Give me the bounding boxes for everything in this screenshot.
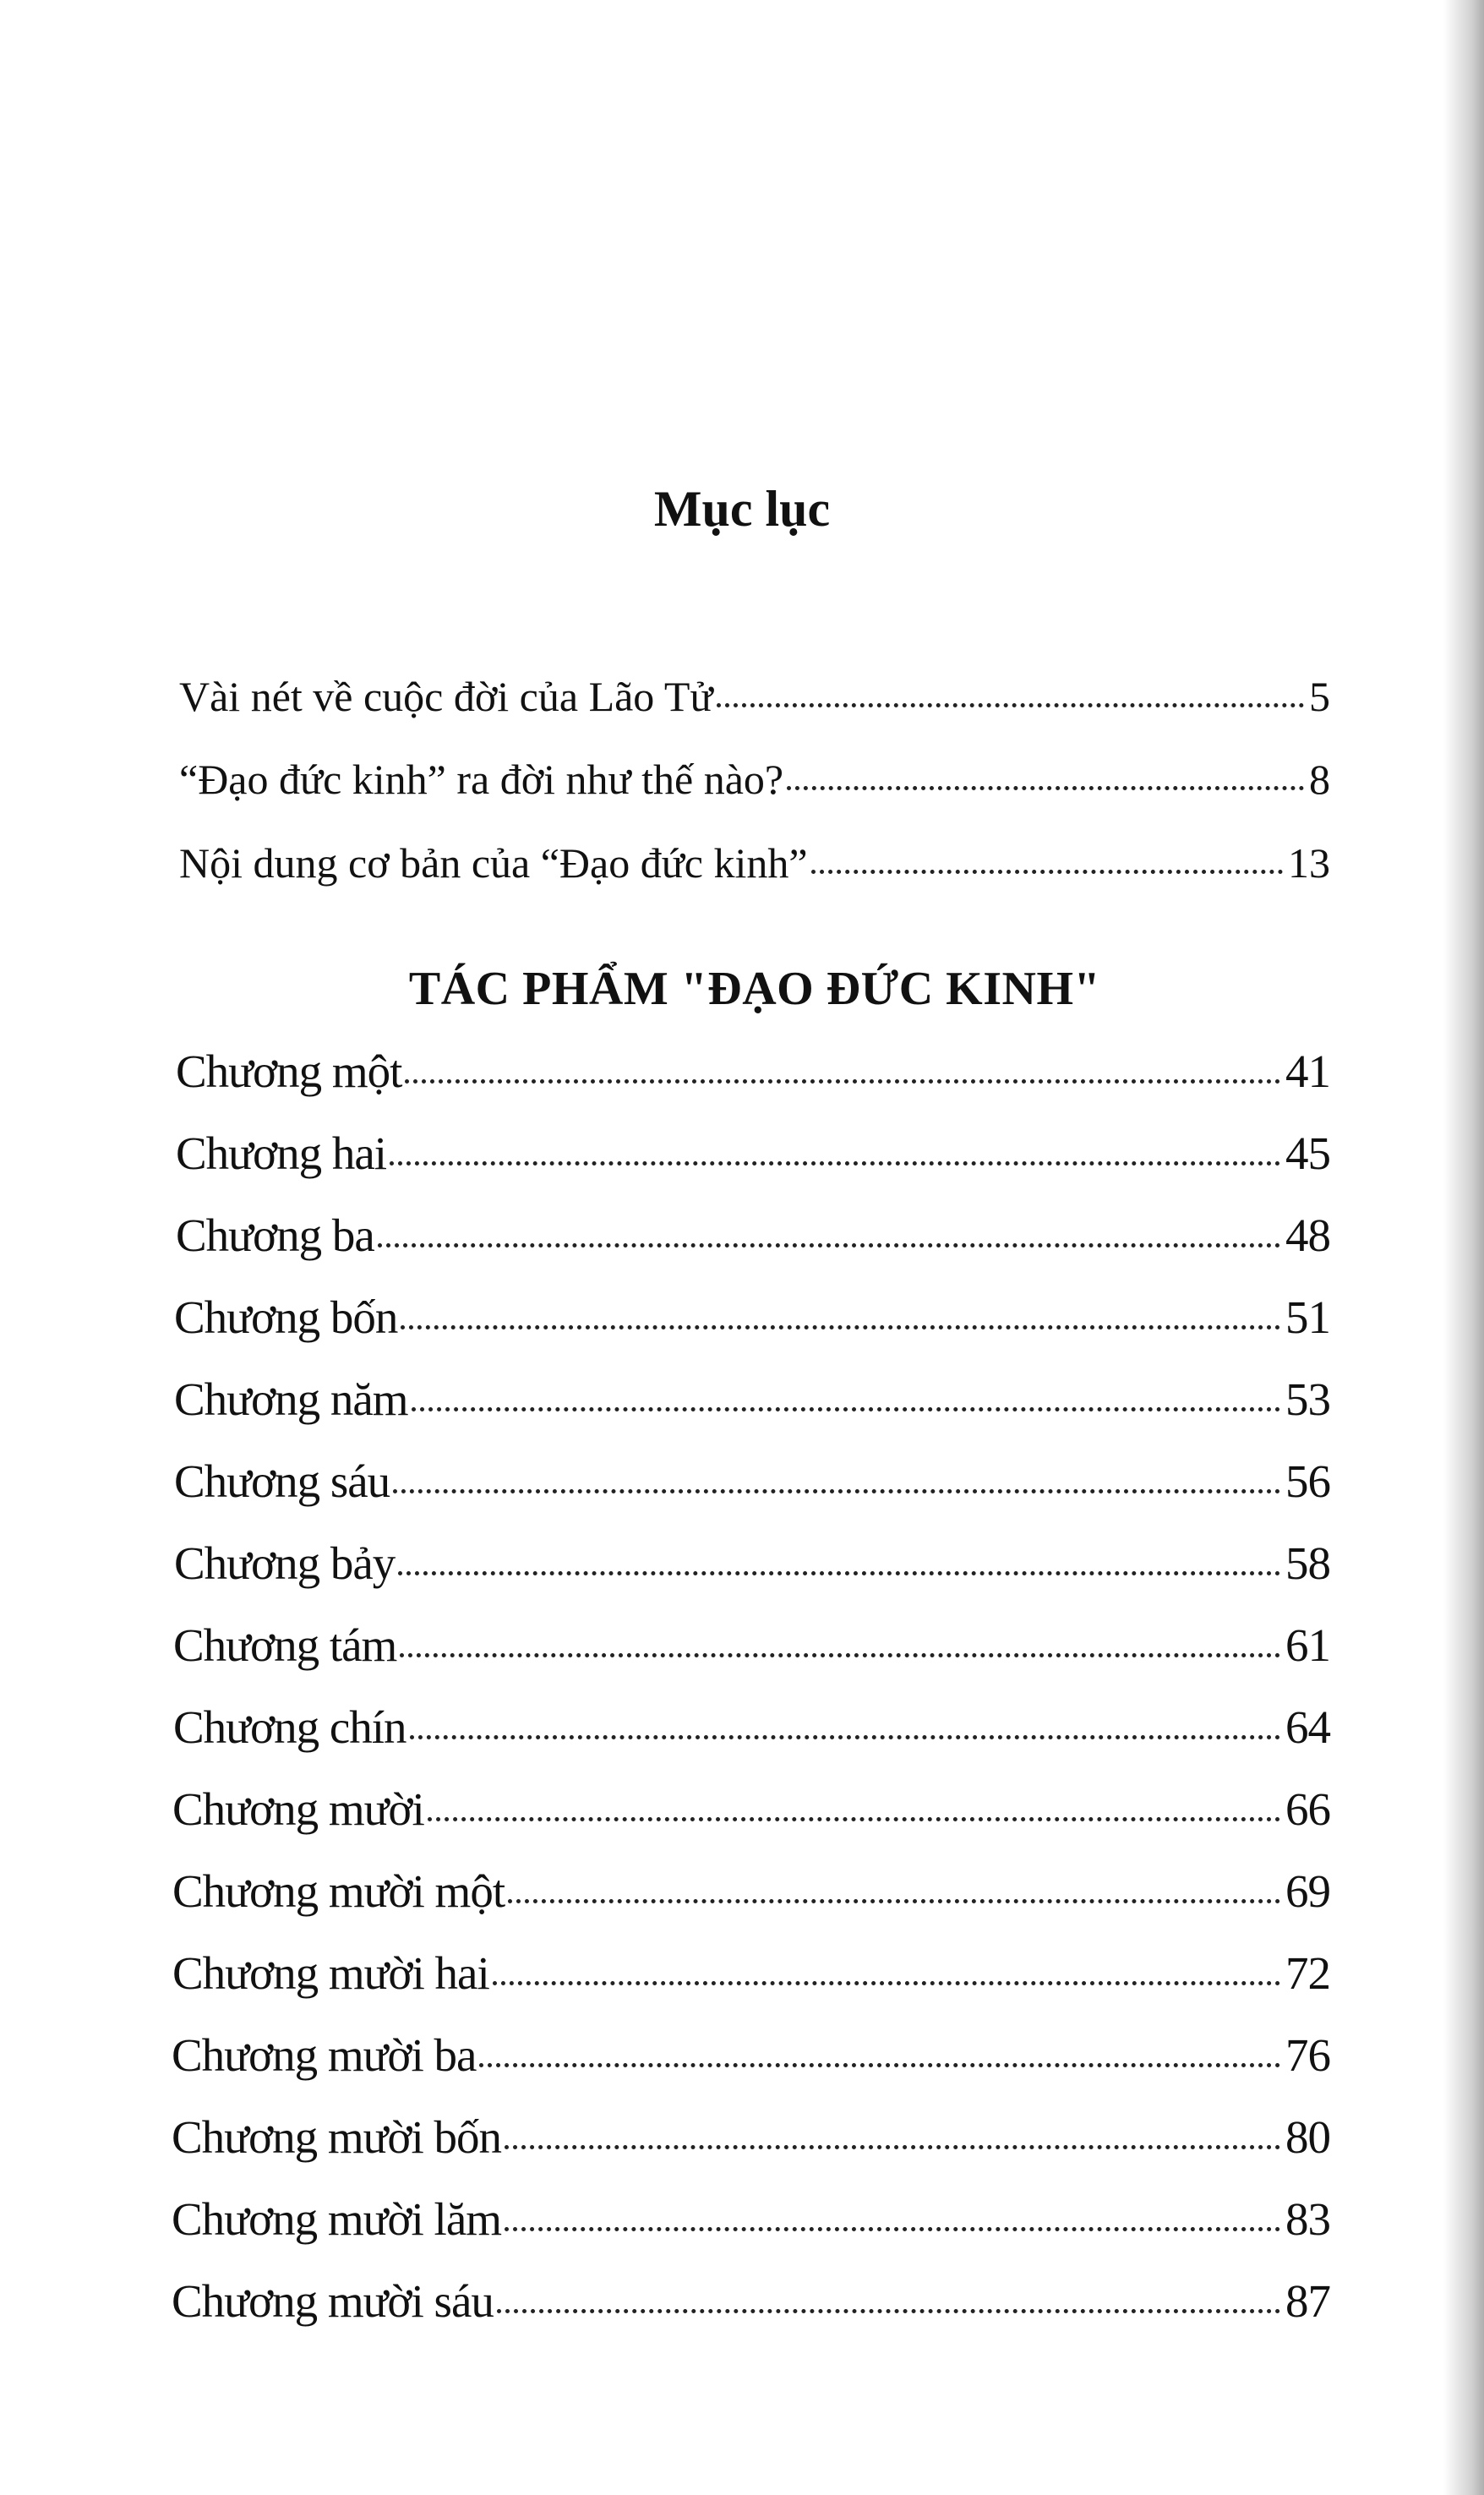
- toc-entry-page: 83: [1285, 2193, 1330, 2245]
- toc-entry-label: “Đạo đức kinh” ra đời như thế nào?: [179, 756, 784, 803]
- toc-entry-label: Nội dung cơ bản của “Đạo đức kinh”: [179, 839, 808, 887]
- toc-entry[interactable]: [179, 672, 1330, 721]
- dot-leader: [508, 1899, 1280, 1903]
- toc-entry-label: Chương năm: [174, 1373, 408, 1425]
- toc-entry[interactable]: [176, 1045, 1330, 1098]
- toc-entry-page: 8: [1309, 756, 1330, 803]
- toc-entry[interactable]: [172, 2274, 1330, 2328]
- dot-leader: [378, 1243, 1280, 1248]
- toc-entry-page: 58: [1285, 1537, 1330, 1589]
- toc-entry-page: 45: [1285, 1127, 1330, 1179]
- dot-leader: [493, 1981, 1280, 1985]
- dot-leader: [412, 1407, 1280, 1411]
- toc-entry-page: 13: [1288, 839, 1330, 887]
- toc-entry-label: Chương mười bốn: [172, 2111, 502, 2163]
- toc-entry-page: 41: [1285, 1045, 1330, 1097]
- toc-entry-label: Vài nét về cuộc đời của Lão Tử: [179, 673, 713, 720]
- dot-leader: [405, 1079, 1280, 1084]
- dot-leader: [505, 2227, 1280, 2231]
- toc-entry[interactable]: [174, 1455, 1330, 1508]
- toc-entry-page: 87: [1285, 2275, 1330, 2327]
- dot-leader: [717, 703, 1304, 707]
- toc-entry-label: Chương mười ba: [172, 2029, 477, 2081]
- toc-entry[interactable]: [172, 1783, 1330, 1836]
- toc-entry[interactable]: [173, 1701, 1330, 1754]
- toc-entry[interactable]: [179, 755, 1330, 804]
- dot-leader: [811, 870, 1283, 874]
- page-edge-shadow: [1443, 0, 1484, 2495]
- toc-entry-page: 76: [1285, 2029, 1330, 2081]
- toc-entry[interactable]: [173, 1619, 1330, 1672]
- dot-leader: [401, 1325, 1280, 1329]
- toc-entry-label: Chương chín: [173, 1701, 406, 1753]
- dot-leader: [497, 2309, 1280, 2313]
- toc-entry[interactable]: [172, 2028, 1330, 2082]
- dot-leader: [410, 1735, 1280, 1739]
- toc-entry-label: Chương bảy: [174, 1537, 396, 1589]
- toc-entry-label: Chương tám: [173, 1619, 397, 1671]
- toc-entry[interactable]: [172, 1864, 1330, 1918]
- toc-entry[interactable]: [172, 2110, 1330, 2164]
- toc-entry-label: Chương mười hai: [172, 1947, 489, 1999]
- toc-entry-label: Chương mười: [172, 1783, 424, 1835]
- dot-leader: [400, 1653, 1280, 1657]
- dot-leader: [479, 2063, 1280, 2067]
- toc-entry-label: Chương ba: [176, 1209, 374, 1261]
- toc-entry-label: Chương mười một: [172, 1865, 505, 1917]
- toc-entry-page: 72: [1285, 1947, 1330, 1999]
- toc-entry-page: 56: [1285, 1455, 1330, 1507]
- toc-entry-label: Chương một: [176, 1045, 402, 1097]
- page-title: Mục lục: [653, 481, 831, 537]
- toc-entry[interactable]: [176, 1127, 1330, 1180]
- toc-entry-label: Chương hai: [176, 1127, 387, 1179]
- toc-entry[interactable]: [174, 1373, 1330, 1426]
- dot-leader: [393, 1489, 1280, 1493]
- dot-leader: [390, 1161, 1280, 1166]
- toc-entry-label: Chương mười lăm: [172, 2193, 502, 2245]
- dot-leader: [398, 1571, 1280, 1575]
- dot-leader: [428, 1817, 1280, 1821]
- toc-entry-page: 51: [1285, 1291, 1330, 1343]
- toc-entry[interactable]: [174, 1537, 1330, 1590]
- toc-entry[interactable]: [172, 2192, 1330, 2246]
- toc-entry-label: Chương bốn: [174, 1291, 398, 1343]
- toc-entry-label: Chương mười sáu: [172, 2275, 494, 2327]
- toc-entry-page: 69: [1285, 1865, 1330, 1917]
- toc-entry-page: 80: [1285, 2111, 1330, 2163]
- toc-entry-page: 61: [1285, 1619, 1330, 1671]
- dot-leader: [505, 2145, 1280, 2149]
- toc-entry-label: Chương sáu: [174, 1455, 390, 1507]
- dot-leader: [787, 786, 1304, 790]
- toc-entry[interactable]: [176, 1209, 1330, 1262]
- toc-entry[interactable]: [179, 838, 1330, 887]
- toc-entry-page: 64: [1285, 1701, 1330, 1753]
- toc-entry[interactable]: [174, 1291, 1330, 1344]
- section-heading: TÁC PHẨM "ĐẠO ĐỨC KINH": [408, 963, 1101, 1015]
- toc-entry-page: 48: [1285, 1209, 1330, 1261]
- toc-entry[interactable]: [172, 1946, 1330, 2000]
- toc-entry-page: 5: [1309, 673, 1330, 720]
- toc-entry-page: 53: [1285, 1373, 1330, 1425]
- toc-entry-page: 66: [1285, 1783, 1330, 1835]
